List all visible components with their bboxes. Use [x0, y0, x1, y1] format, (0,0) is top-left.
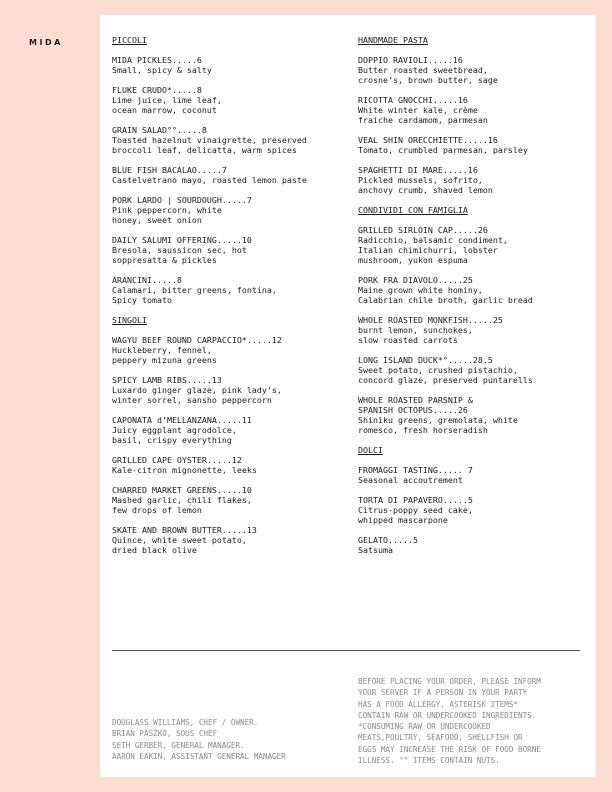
menu-item — [112, 455, 348, 475]
menu-item-description: Butter roasted sweetbread, — [358, 65, 488, 75]
menu-item — [112, 485, 348, 515]
menu-item — [358, 55, 588, 85]
restaurant-logo: MIDA — [29, 38, 63, 47]
menu-section-singoli — [112, 315, 348, 555]
menu-item-name-price: DOPPIO RAVIOLI.....16 — [358, 55, 463, 65]
menu-item-name-price: GRAIN SALAD°°.....8 — [112, 125, 207, 135]
menu-item — [112, 375, 348, 405]
disclaimer-line: *CONSUMING RAW OR UNDERCOOKED — [358, 722, 491, 732]
menu-item-description: Shiniku greens, gremolata, white — [358, 415, 518, 425]
menu-item — [112, 275, 348, 305]
menu-item — [112, 165, 348, 185]
menu-section-handmade-pasta — [358, 35, 588, 195]
menu-item — [358, 355, 588, 385]
menu-item-description: Seasonal accoutrement — [358, 475, 463, 485]
menu-item-description: Pickled mussels, sofrito, — [358, 175, 483, 185]
section-title: SINGOLI — [112, 315, 147, 325]
menu-item-description: peppery mizuna greens — [112, 355, 217, 365]
disclaimer-line: HAS A FOOD ALLERGY. ASTERISK ITEMS* — [358, 699, 519, 709]
menu-item-description: SPANISH OCTOPUS.....26 — [358, 405, 468, 415]
menu-item-name-price: WHOLE ROASTED PARSNIP & — [358, 395, 473, 405]
menu-item-name-price: SPAGHETTI DI MARE.....16 — [358, 165, 478, 175]
staff-line: BRIAN PASZKO, SOUS CHEF — [112, 729, 218, 739]
menu-item-name-price: FLUKE CRUDO*.....8 — [112, 85, 202, 95]
menu-item-name-price: PORK LARDO | SOURDOUGH.....7 — [112, 195, 252, 205]
menu-item-description: Juicy eggplant agrodolce, — [112, 425, 237, 435]
menu-item-description: Bresola, saussicon sec, hot — [112, 245, 247, 255]
menu-item-name-price: SPICY LAMB RIBS.....13 — [112, 375, 222, 385]
menu-item — [358, 395, 588, 435]
menu-item-name-price: LONG ISLAND DUCK*°.....28.5 — [358, 355, 493, 365]
menu-item-description: dried black olive — [112, 545, 197, 555]
menu-item-description: whipped mascarpone — [358, 515, 448, 525]
menu-item — [358, 165, 588, 195]
disclaimer-line: BEFORE PLACING YOUR ORDER, PLEASE INFORM — [358, 677, 541, 686]
menu-item — [112, 55, 348, 75]
menu-item-name-price: BLUE FISH BACALAO.....7 — [112, 165, 227, 175]
menu-item-description: concord glaze, preserved puntarells — [358, 375, 533, 385]
menu-item — [358, 275, 588, 305]
menu-section-piccoli — [112, 35, 348, 305]
staff-line: SETH GERBER, GENERAL MANAGER. — [112, 740, 245, 750]
disclaimer-line: CONTAIN RAW OR UNDERCOOKED INGREDIENTS. — [358, 710, 537, 720]
menu-item-description: mushroom, yukon espuma — [358, 255, 468, 265]
menu-item-name-price: MIDA PICKLES.....6 — [112, 55, 202, 65]
menu-item-description: Small, spicy & salty — [112, 65, 212, 75]
menu-item — [358, 465, 588, 485]
menu-column-left — [112, 35, 348, 565]
disclaimer-line: EGGS MAY INCREASE THE RISK OF FOOD BORNE — [358, 744, 541, 754]
menu-item-description: Spicy tomato — [112, 295, 172, 305]
section-title: CONDIVIDI CON FAMIGLIA — [358, 205, 468, 215]
menu-item — [358, 95, 588, 125]
menu-item-description: winter sorrel, sansho peppercorn — [112, 395, 272, 405]
menu-item — [112, 335, 348, 365]
menu-item — [112, 415, 348, 445]
menu-item-description: ocean marrow, coconut — [112, 105, 217, 115]
menu-item — [112, 235, 348, 265]
menu-item-description: few drops of lemon — [112, 505, 202, 515]
menu-item — [358, 315, 588, 345]
menu-item-description: Radicchio, balsamic condiment, — [358, 235, 508, 245]
menu-item-description: Calabrian chile broth, garlic bread — [358, 295, 533, 305]
disclaimer-line: ILLNESS. °° ITEMS CONTAIN NUTS. — [358, 756, 500, 766]
menu-item-name-price: CHARRED MARKET GREENS.....10 — [112, 485, 252, 495]
menu-item-description: Kale-citron mignonette, leeks — [112, 465, 257, 475]
menu-item-description: fraiche cardamom, parmesan — [358, 115, 488, 125]
menu-item-name-price: GELATO.....5 — [358, 535, 418, 545]
menu-item-description: White winter kale, crème — [358, 105, 478, 115]
menu-column-right — [358, 35, 588, 565]
menu-item-description: Citrus-poppy seed cake, — [358, 505, 473, 515]
menu-item-description: basil, crispy everything — [112, 435, 232, 445]
staff-line: DOUGLASS WILLIAMS, CHEF / OWNER. — [112, 718, 259, 727]
menu-item — [358, 135, 588, 155]
disclaimer-line: YOUR SERVER IF A PERSON IN YOUR PARTY — [358, 688, 528, 698]
menu-item-description: Sweet potato, crushed pistachio, — [358, 365, 518, 375]
menu-item-description: Mashed garlic, chili flakes, — [112, 495, 252, 505]
menu-item-description: Pink peppercorn, white — [112, 205, 222, 215]
menu-item — [358, 225, 588, 265]
menu-item — [358, 535, 588, 555]
footer-divider — [112, 650, 580, 651]
section-title: HANDMADE PASTA — [358, 35, 428, 45]
menu-item-description: Satsuma — [358, 545, 393, 555]
menu-section-condividi-con-famiglia — [358, 205, 588, 435]
menu-item-name-price: RICOTTA GNOCCHI.....16 — [358, 95, 468, 105]
menu-section-dolci — [358, 445, 588, 555]
menu-item-description: honey, sweet onion — [112, 215, 202, 225]
menu-item — [112, 85, 348, 115]
menu-item-description: anchovy crumb, shaved lemon — [358, 185, 493, 195]
menu-item-name-price: FROMAGGI TASTING..... 7 — [358, 465, 473, 475]
menu-item-description: romesco, fresh horseradish — [358, 425, 488, 435]
menu-item-name-price: CAPONATA d’MELLANZANA.....11 — [112, 415, 252, 425]
menu-item-name-price: VEAL SHIN ORECCHIETTE.....16 — [358, 135, 498, 145]
menu-item-description: Castelvetrano mayo, roasted lemon paste — [112, 175, 307, 185]
menu-item-name-price: WAGYU BEEF ROUND CARPACCIO*.....12 — [112, 335, 282, 345]
menu-item-name-price: GRILLED SIRLOIN CAP.....26 — [358, 225, 488, 235]
menu-item-description: Calamari, bitter greens, fontina, — [112, 285, 277, 295]
section-title: DOLCI — [358, 445, 383, 455]
menu-item-description: broccoli leaf, delicatta, warm spices — [112, 145, 297, 155]
section-title: PICCOLI — [112, 35, 147, 45]
menu-item-description: Italian chimichurri, lobster — [358, 245, 498, 255]
menu-item-name-price: WHOLE ROASTED MONKFISH.....25 — [358, 315, 503, 325]
menu-item-description: Lime juice, lime leaf, — [112, 95, 222, 105]
menu-item — [358, 495, 588, 525]
menu-item-name-price: ARANCINI.....8 — [112, 275, 182, 285]
menu-item-description: Huckleberry, fennel, — [112, 345, 212, 355]
menu-item-description: Tomato, crumbled parmesan, parsley — [358, 145, 528, 155]
menu-item — [112, 125, 348, 155]
allergy-disclaimer — [358, 676, 588, 766]
menu-item-name-price: GRILLED CAPE OYSTER.....12 — [112, 455, 242, 465]
menu-item-name-price: TORTA DI PAPAVERO.....5 — [358, 495, 473, 505]
menu-item — [112, 195, 348, 225]
menu-item — [112, 525, 348, 555]
menu-item-description: burnt lemon, sunchokes, — [358, 325, 473, 335]
staff-line: AARON EAKIN, ASSISTANT GENERAL MANAGER — [112, 751, 286, 761]
menu-item-name-price: DAILY SALUMI OFFERING.....10 — [112, 235, 252, 245]
menu-page — [100, 15, 596, 777]
menu-item-name-price: SKATE AND BROWN BUTTER.....13 — [112, 525, 257, 535]
menu-item-description: Luxardo ginger glaze, pink lady’s, — [112, 385, 282, 395]
disclaimer-line: MEATS,POULTRY, SEAFOOD, SHELLFISH OR — [358, 733, 523, 743]
menu-item-name-price: PORK FRA DIAVOLO.....25 — [358, 275, 473, 285]
menu-item-description: soppresatta & pickles — [112, 255, 217, 265]
staff-credits — [112, 717, 348, 762]
menu-item-description: Quince, white sweet potato, — [112, 535, 247, 545]
menu-item-description: Toasted hazelnut vinaigrette, preserved — [112, 135, 307, 145]
menu-item-description: slow roasted carrots — [358, 335, 458, 345]
menu-item-description: Maine grown white hominy, — [358, 285, 483, 295]
menu-item-description: crosne’s, brown butter, sage — [358, 75, 498, 85]
